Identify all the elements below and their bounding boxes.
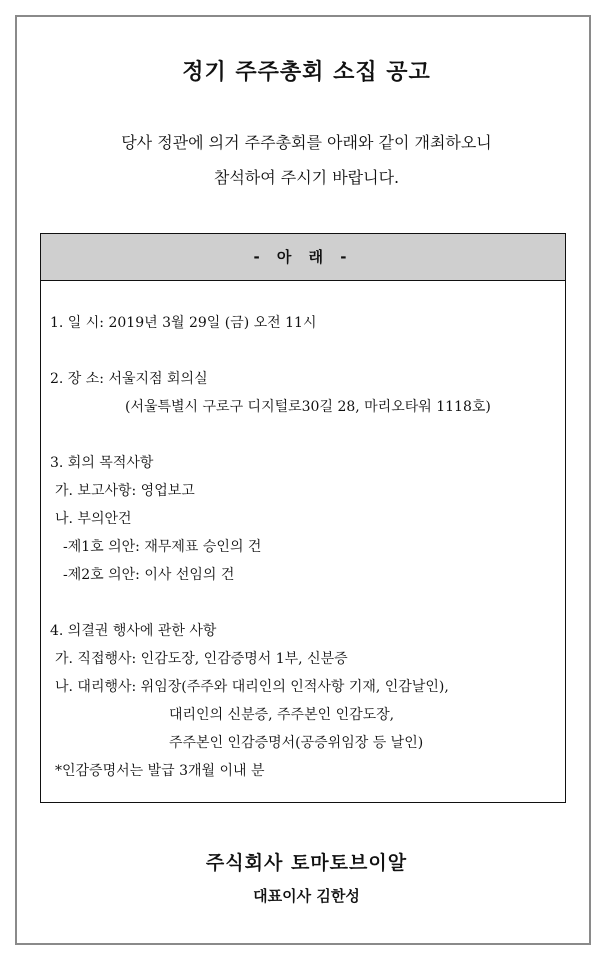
agenda-item-2: -제2호 의안: 이사 선임의 건 bbox=[63, 567, 235, 583]
agenda-title: 3. 회의 목적사항 bbox=[50, 455, 154, 471]
agenda-resolution: 나. 부의안건 bbox=[55, 511, 132, 527]
voting-proxy-line-2: 대리인의 신분증, 주주본인 인감도장, bbox=[169, 707, 395, 723]
footnote: *인감증명서는 발급 3개월 이내 분 bbox=[55, 763, 265, 779]
voting-direct: 가. 직접행사: 인감도장, 인감증명서 1부, 신분증 bbox=[55, 651, 348, 667]
ceo-name: 대표이사 김한성 bbox=[253, 887, 360, 905]
intro-line-2: 참석하여 주시기 바랍니다. bbox=[213, 168, 400, 187]
details-box bbox=[40, 233, 566, 803]
details-heading: - 아 래 - bbox=[41, 234, 565, 281]
voting-proxy-line-3: 주주본인 인감증명서(공증위임장 등 날인) bbox=[169, 735, 424, 751]
voting-title: 4. 의결권 행사에 관한 사항 bbox=[50, 623, 217, 639]
agenda-report: 가. 보고사항: 영업보고 bbox=[55, 483, 195, 499]
page-title: 정기 주주총회 소집 공고 bbox=[182, 60, 431, 85]
intro-line-1: 당사 정관에 의거 주주총회를 아래와 같이 개최하오니 bbox=[121, 133, 492, 152]
voting-proxy-line-1: 나. 대리행사: 위임장(주주와 대리인의 인적사항 기재, 인감날인), bbox=[55, 679, 449, 695]
company-name: 주식회사 토마토브이알 bbox=[205, 852, 408, 874]
meeting-datetime: 1. 일 시: 2019년 3월 29일 (금) 오전 11시 bbox=[50, 315, 317, 331]
meeting-address: (서울특별시 구로구 디지털로30길 28, 마리오타워 1118호) bbox=[125, 399, 491, 415]
agenda-item-1: -제1호 의안: 재무제표 승인의 건 bbox=[63, 539, 262, 555]
meeting-place: 2. 장 소: 서울지점 회의실 bbox=[50, 371, 208, 387]
